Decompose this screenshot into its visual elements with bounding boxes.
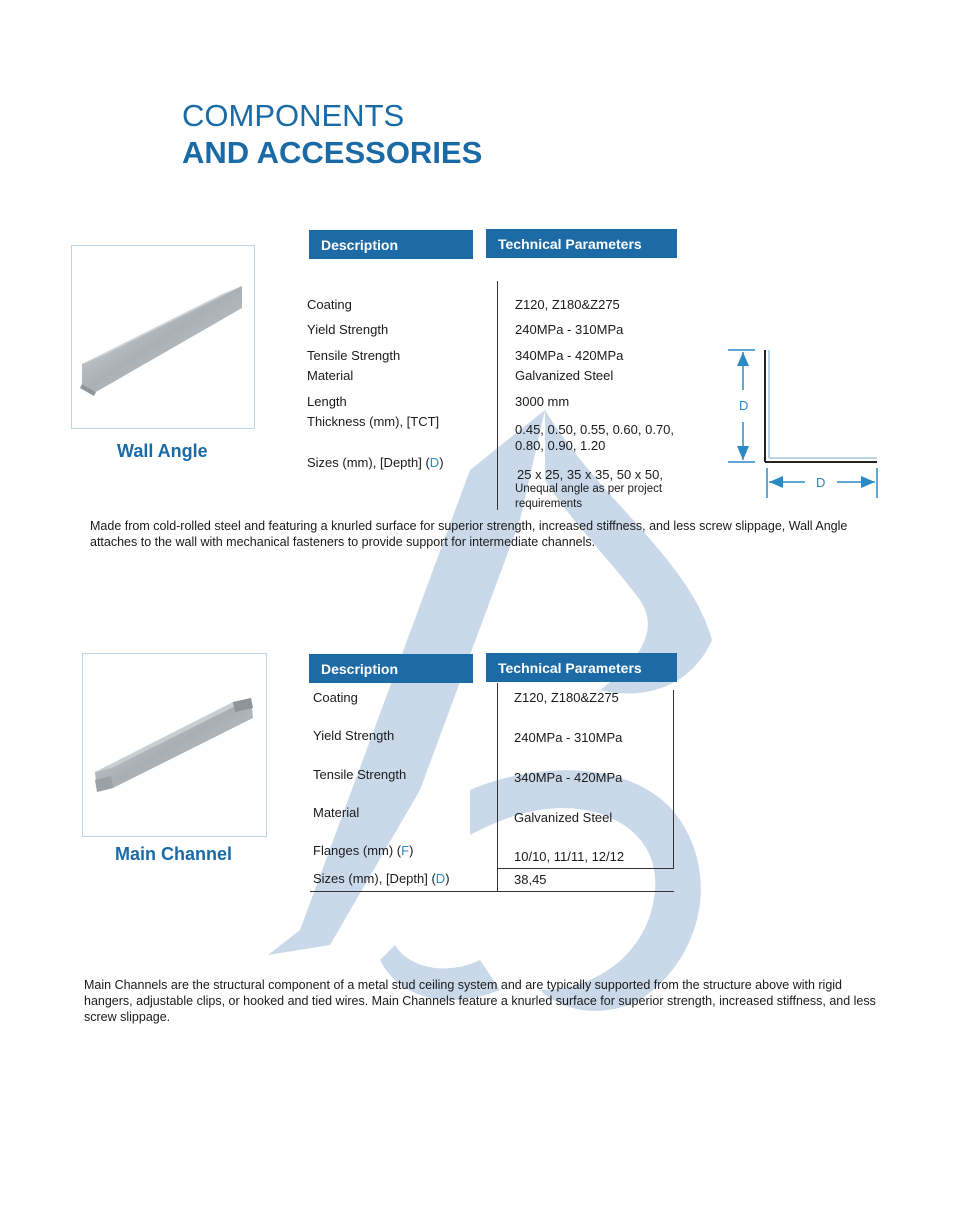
main-channel-row-value: Z120, Z180&Z275: [514, 690, 619, 705]
wall-angle-dimension-diagram: [725, 340, 885, 505]
wall-angle-row-value: Galvanized Steel: [515, 368, 614, 383]
wall-angle-sizes-label: Sizes (mm), [Depth] (D): [307, 455, 444, 470]
wall-angle-row-value: 240MPa - 310MPa: [515, 322, 624, 337]
main-channel-table-bottom: [310, 891, 674, 892]
wall-angle-row-value: 0.45, 0.50, 0.55, 0.60, 0.70, 0.80, 0.90, 1.20: [515, 422, 675, 453]
flange-variable: F: [401, 843, 410, 858]
main-channel-row-value: 340MPa - 420MPa: [514, 770, 623, 785]
depth-variable: D: [435, 871, 446, 886]
main-channel-illustration: [83, 654, 266, 836]
diagram-depth-label-horizontal: D: [816, 475, 826, 490]
main-channel-sizes-label: Sizes (mm), [Depth] (D): [313, 871, 450, 886]
wall-angle-row-value: Z120, Z180&Z275: [515, 297, 620, 312]
main-channel-flanges-label: Flanges (mm) (F): [313, 843, 414, 858]
wall-angle-image: [71, 245, 255, 429]
wall-angle-sizes-note: Unequal angle as per project requirements: [515, 483, 663, 510]
wall-angle-row-label: Material: [307, 368, 354, 383]
main-channel-table-divider: [497, 683, 498, 891]
wall-angle-illustration: [72, 246, 254, 428]
wall-angle-row-label: Yield Strength: [307, 322, 389, 337]
main-channel-row-label: Tensile Strength: [313, 767, 407, 782]
wall-angle-row-label: Thickness (mm), [TCT]: [307, 414, 440, 429]
wall-angle-row-label: Length: [307, 394, 347, 409]
main-channel-table-right-border: [673, 690, 674, 869]
main-channel-row-label: Material: [313, 805, 360, 820]
wall-angle-row-value: 340MPa - 420MPa: [515, 348, 624, 363]
wall-angle-table-divider: [497, 281, 498, 510]
page-title-line2: AND ACCESSORIES: [182, 135, 483, 170]
diagram-depth-label-vertical: D: [739, 398, 749, 413]
wall-angle-title: Wall Angle: [117, 441, 208, 461]
wall-angle-sizes-value: 25 x 25, 35 x 35, 50 x 50,: [517, 467, 663, 482]
main-channel-params-header: Technical Parameters: [486, 653, 677, 682]
main-channel-title: Main Channel: [115, 844, 233, 864]
main-channel-description-header: Description: [309, 654, 473, 683]
main-channel-row-value: 240MPa - 310MPa: [514, 730, 623, 745]
main-channel-row-label: Yield Strength: [313, 728, 395, 743]
wall-angle-description: Made from cold-rolled steel and featuring a knurled surface for superior strength, increased stiffness, and less screw slippage, Wall Angle attaches to the wall with mechanical fasteners to provide support for intermediate channels.: [90, 519, 848, 549]
depth-variable: D: [429, 455, 440, 470]
main-channel-sizes-value: 38,45: [514, 872, 547, 887]
main-channel-flanges-value: 10/10, 11/11, 12/12: [514, 849, 625, 864]
main-channel-row-value: Galvanized Steel: [514, 810, 613, 825]
wall-angle-description-header: Description: [309, 230, 473, 259]
main-channel-table-rule: [497, 868, 674, 869]
main-channel-description: Main Channels are the structural component of a metal stud ceiling system and are typically supported from the structure above with rigid hangers, adjustable clips, or hooked and tied wires. Main Channels feature a knurled surface for superior strength, increased stiffness, and less screw slippage.: [84, 978, 876, 1024]
main-channel-row-label: Coating: [313, 690, 358, 705]
main-channel-image: [82, 653, 267, 837]
wall-angle-params-header: Technical Parameters: [486, 229, 677, 258]
wall-angle-row-label: Tensile Strength: [307, 348, 401, 363]
wall-angle-row-label: Coating: [307, 297, 352, 312]
wall-angle-row-value: 3000 mm: [515, 394, 570, 409]
page-title-line1: COMPONENTS: [182, 98, 405, 133]
